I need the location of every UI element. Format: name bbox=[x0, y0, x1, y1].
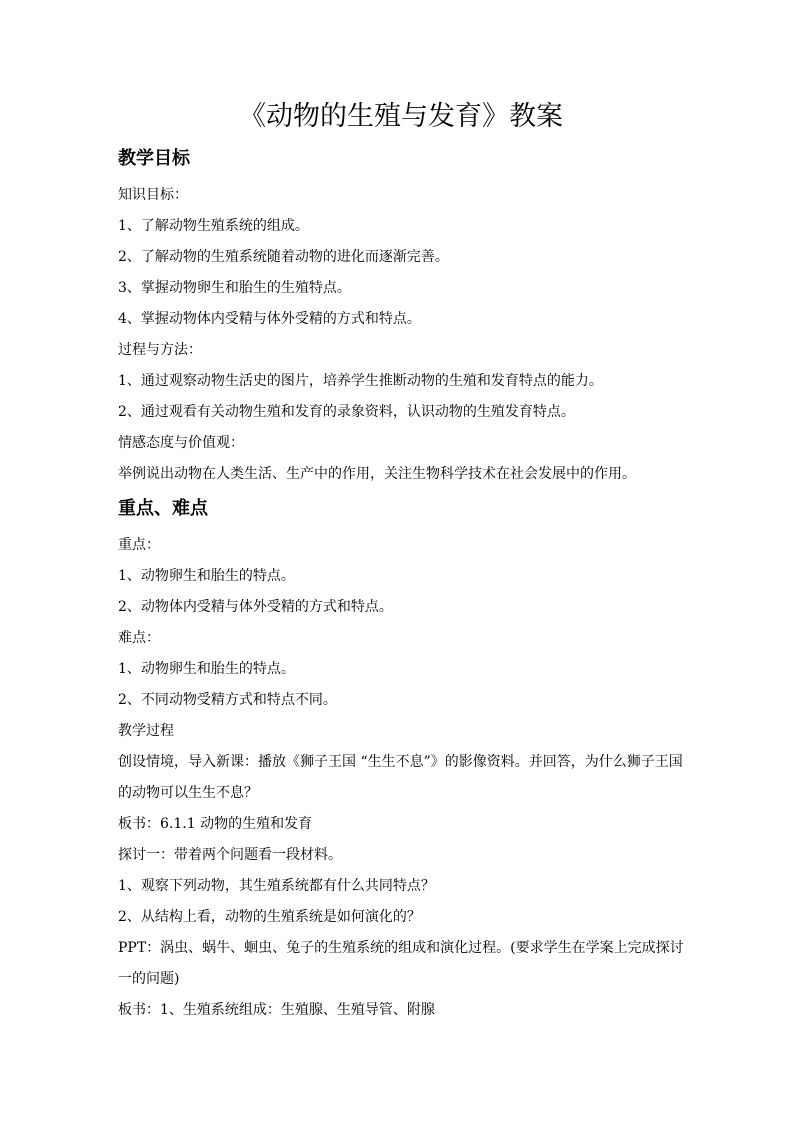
process-method-item: 1、通过观察动物生活史的图片，培养学生推断动物的生殖和发育特点的能力。 bbox=[118, 373, 603, 389]
key-points-label: 重点： bbox=[118, 537, 160, 553]
knowledge-goal-item: 4、掌握动物体内受精与体外受精的方式和特点。 bbox=[118, 311, 421, 327]
knowledge-goals-label: 知识目标： bbox=[118, 187, 188, 203]
lesson-intro-paragraph: 创设情境，导入新课：播放《狮子王国 “生生不息”》的影像资料。并回答，为什么狮子王国的动物可以生生不息？ bbox=[118, 754, 683, 801]
knowledge-goal-item: 2、了解动物的生殖系统随着动物的进化而逐渐完善。 bbox=[118, 249, 449, 265]
section-heading-goals: 教学目标 bbox=[118, 148, 190, 169]
explore-question: 1、观察下列动物，其生殖系统都有什么共同特点？ bbox=[118, 878, 435, 894]
board-note-1: 板书：6.1.1 动物的生殖和发育 bbox=[118, 816, 313, 832]
key-point-item: 2、动物体内受精与体外受精的方式和特点。 bbox=[118, 599, 393, 615]
document-title: 《动物的生殖与发育》教案 bbox=[239, 101, 563, 132]
document-body bbox=[118, 94, 684, 1026]
teaching-process-label: 教学过程 bbox=[118, 723, 174, 739]
difficult-point-item: 1、动物卵生和胎生的特点。 bbox=[118, 661, 295, 677]
explore-question: 2、从结构上看，动物的生殖系统是如何演化的？ bbox=[118, 909, 421, 925]
knowledge-goal-item: 3、掌握动物卵生和胎生的生殖特点。 bbox=[118, 280, 351, 296]
key-point-item: 1、动物卵生和胎生的特点。 bbox=[118, 568, 295, 584]
difficult-points-label: 难点： bbox=[118, 630, 160, 646]
difficult-point-item: 2、不同动物受精方式和特点不同。 bbox=[118, 692, 337, 708]
explore-one-text: 探讨一：带着两个问题看一段材料。 bbox=[118, 847, 342, 863]
section-heading-key-points: 重点、难点 bbox=[118, 498, 208, 519]
attitude-values-label: 情感态度与价值观： bbox=[118, 435, 244, 451]
process-methods-label: 过程与方法： bbox=[118, 342, 202, 358]
board-note-2: 板书：1、生殖系统组成：生殖腺、生殖导管、附腺 bbox=[118, 1002, 435, 1018]
ppt-paragraph: PPT：涡虫、蜗牛、蛔虫、兔子的生殖系统的组成和演化过程。(要求学生在学案上完成探讨一的问题) bbox=[118, 940, 684, 987]
attitude-values-text: 举例说出动物在人类生活、生产中的作用，关注生物科学技术在社会发展中的作用。 bbox=[118, 466, 636, 482]
process-method-item: 2、通过观看有关动物生殖和发育的录象资料，认识动物的生殖发育特点。 bbox=[118, 404, 575, 420]
knowledge-goal-item: 1、了解动物生殖系统的组成。 bbox=[118, 218, 309, 234]
